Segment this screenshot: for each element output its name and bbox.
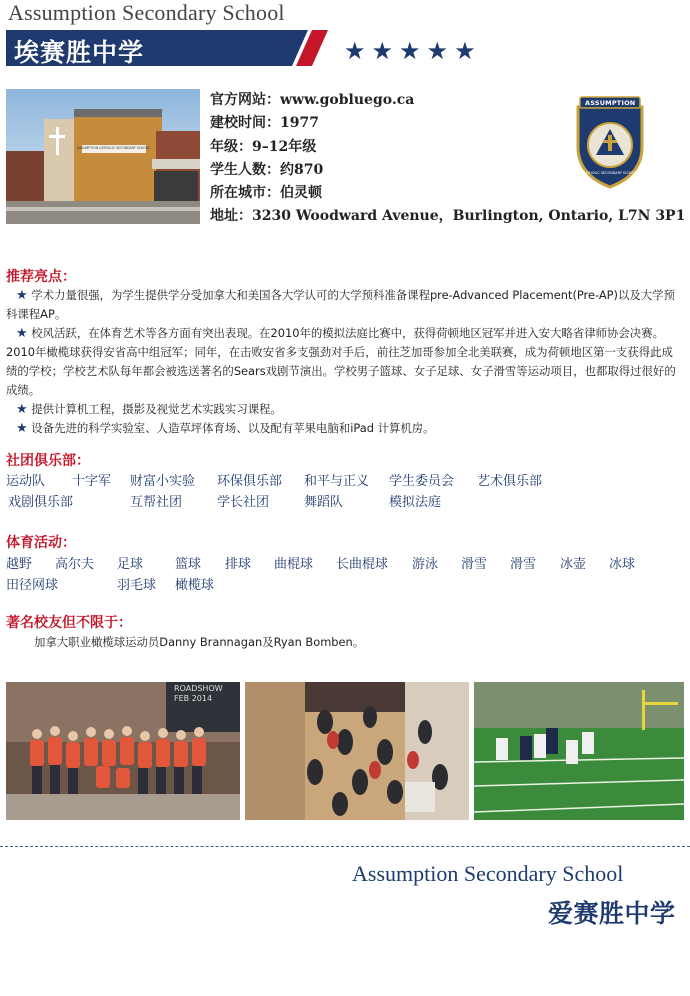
highlight-item: ★ 学术力量很强，为学生提供学分受加拿大和美国各大学认可的大学预科准备课程pre-Advanced Placement(Pre-AP)以及大学预科课程AP。 xyxy=(6,288,675,321)
school-name-english: Assumption Secondary School xyxy=(8,0,285,25)
sport-item: 游泳 xyxy=(412,557,439,572)
sport-item: 高尔夫 xyxy=(55,557,95,572)
club-item: 十字军 xyxy=(72,474,112,489)
alumni-text: 加拿大职业橄榄球运动员Danny Brannagan及Ryan Bomben。 xyxy=(34,635,365,649)
sports-row-2 xyxy=(0,574,690,592)
highlight-item: ★ 设备先进的科学实验室、人造草坪体育场、以及配有苹果电脑和iPad 计算机房。 xyxy=(16,421,435,436)
sport-item: 足球 xyxy=(117,557,144,572)
crest-top-text: ASSUMPTION xyxy=(585,99,636,107)
founded-line: 建校时间：1977 xyxy=(210,115,319,132)
star-rating: ★★★★★ xyxy=(344,37,482,65)
sport-item: 曲棍球 xyxy=(274,557,314,572)
club-item: 运动队 xyxy=(6,474,46,489)
club-item: 舞蹈队 xyxy=(304,495,344,510)
alumni-heading: 著名校友但不限于： xyxy=(6,615,132,631)
sport-item: 滑雪 xyxy=(510,557,537,572)
club-item: 学长社团 xyxy=(217,495,270,510)
address-line: 地址：3230 Woodward Avenue，Burlington, Ontario, L7N 3P1 xyxy=(210,208,686,225)
star-bullet-icon: ★ xyxy=(16,288,28,303)
sport-item: 越野 xyxy=(6,557,33,572)
club-item: 艺术俱乐部 xyxy=(477,474,543,489)
sport-item: 滑雪 xyxy=(461,557,488,572)
roadshow-sign: ROADSHOW FEB 2014 xyxy=(174,684,223,703)
footer-divider xyxy=(0,846,690,847)
football-game-photo xyxy=(474,682,684,820)
city-line: 所在城市：伯灵顿 xyxy=(210,185,322,202)
sports-row-1 xyxy=(0,553,690,571)
students-group-photo xyxy=(6,682,240,820)
website-line: 官方网站：www.gobluego.ca xyxy=(210,92,415,108)
highlights-heading: 推荐亮点： xyxy=(6,269,76,285)
sport-item: 排球 xyxy=(225,557,252,572)
highlight-item: ★ 提供计算机工程，摄影及视觉艺术实践实习课程。 xyxy=(16,402,282,417)
club-item: 环保俱乐部 xyxy=(217,474,283,489)
club-item: 和平与正义 xyxy=(304,474,370,489)
building-sign-text: ASSUMPTION CATHOLIC SECONDARY SCHOOL xyxy=(77,146,151,150)
club-item: 互帮社团 xyxy=(130,495,183,510)
star-bullet-icon: ★ xyxy=(16,402,28,417)
sport-item: 长曲棍球 xyxy=(336,557,389,572)
school-building-photo xyxy=(6,89,200,224)
highlight-item: ★ 校风活跃，在体育艺术等各方面有突出表现。在2010年的模拟法庭比赛中，获得荷顿地区冠军并进入安大略省律师协会决赛。2010年橄榄球获得安省高中组冠军；同年，在击败安省多支强劲对手后，前往芝加哥参加全北美联赛，成为荷顿地区第一支获得此成绩的学校；学校艺术队每年都会被选送著名的Sears戏剧节演出。学校男子篮球、女子足球、女子滑雪等运动项目，也都取得过很好的成绩。 xyxy=(6,326,676,397)
star-bullet-icon: ★ xyxy=(16,421,28,436)
sport-item: 田径网球 xyxy=(6,578,59,593)
sport-item: 橄榄球 xyxy=(175,578,215,593)
club-item: 学生委员会 xyxy=(389,474,455,489)
clubs-row-1 xyxy=(0,470,690,488)
footer-school-name-chinese: 爱赛胜中学 xyxy=(548,899,676,928)
school-name-chinese: 埃赛胜中学 xyxy=(14,38,145,67)
clubs-row-2 xyxy=(0,491,690,509)
clubs-heading: 社团俱乐部： xyxy=(6,453,90,469)
footer-school-name-english: Assumption Secondary School xyxy=(352,861,624,886)
star-bullet-icon: ★ xyxy=(16,326,28,341)
sport-item: 冰壶 xyxy=(560,557,587,572)
school-crest-logo xyxy=(574,93,646,189)
students-line: 学生人数：约870 xyxy=(210,161,324,178)
sport-item: 冰球 xyxy=(609,557,636,572)
grades-line: 年级：9–12年级 xyxy=(210,138,317,155)
sport-item: 篮球 xyxy=(175,557,202,572)
club-item: 模拟法庭 xyxy=(389,495,442,510)
sport-item: 羽毛球 xyxy=(117,578,157,593)
sports-heading: 体育活动： xyxy=(6,535,76,551)
school-event-photo xyxy=(245,682,469,820)
club-item: 戏剧俱乐部 xyxy=(8,495,74,510)
crest-ring-text: CATHOLIC SECONDARY SCHOOL xyxy=(582,171,638,175)
highlights-list xyxy=(6,286,684,438)
club-item: 财富小实验 xyxy=(130,474,196,489)
